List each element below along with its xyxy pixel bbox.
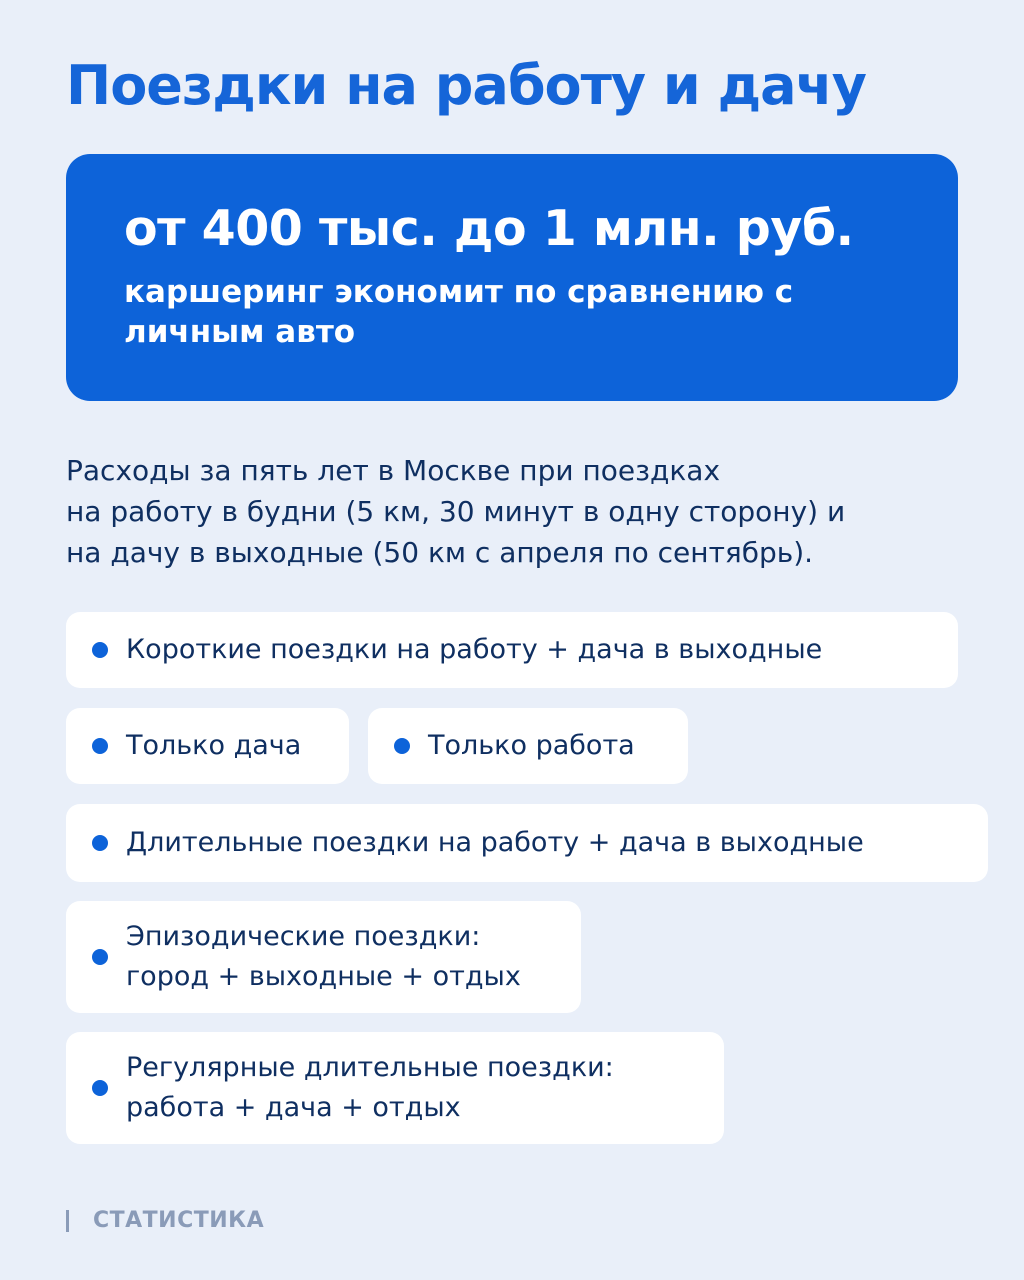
savings-subtitle: каршеринг экономит по сравнению с личным авто — [124, 274, 794, 350]
bullet-dot — [92, 642, 108, 658]
option-label-line: работа + дача + отдых — [126, 1092, 461, 1123]
bullet-dot — [92, 835, 108, 851]
option-label-line: Регулярные длительные поездки: — [126, 1052, 614, 1083]
bullet-dot — [92, 1080, 108, 1096]
option-label — [126, 917, 521, 997]
bullet-dot — [394, 738, 410, 754]
option-label-line: город + выходные + отдых — [126, 961, 521, 992]
savings-banner — [66, 154, 958, 401]
bullet-dot — [92, 949, 108, 965]
option-label: Только дача — [126, 730, 302, 761]
option-episodic-trips — [66, 901, 581, 1013]
savings-amount: от 400 тыс. до 1 млн. руб. — [124, 200, 854, 257]
description — [66, 450, 966, 573]
option-label — [126, 1048, 614, 1128]
option-short-commute-dacha — [66, 612, 958, 688]
bullet-dot — [92, 738, 108, 754]
description-line: на работу в будни (5 км, 30 минут в одну сторону) и — [66, 495, 846, 528]
footer-divider — [66, 1210, 69, 1232]
page-title: Поездки на работу и дачу — [66, 54, 866, 117]
option-label-line: Эпизодические поездки: — [126, 921, 481, 952]
option-label: Длительные поездки на работу + дача в выходные — [126, 827, 864, 858]
option-regular-long-trips — [66, 1032, 724, 1144]
option-dacha-only — [66, 708, 349, 784]
option-long-commute-dacha — [66, 804, 988, 882]
footer-label: СТАТИСТИКА — [93, 1208, 265, 1233]
option-label: Только работа — [428, 730, 635, 761]
description-line: Расходы за пять лет в Москве при поездках — [66, 454, 721, 487]
option-label: Короткие поездки на работу + дача в выходные — [126, 634, 823, 665]
option-work-only — [368, 708, 688, 784]
description-line: на дачу в выходные (50 км с апреля по сентябрь). — [66, 536, 814, 569]
footer-section-tag — [66, 1208, 264, 1233]
